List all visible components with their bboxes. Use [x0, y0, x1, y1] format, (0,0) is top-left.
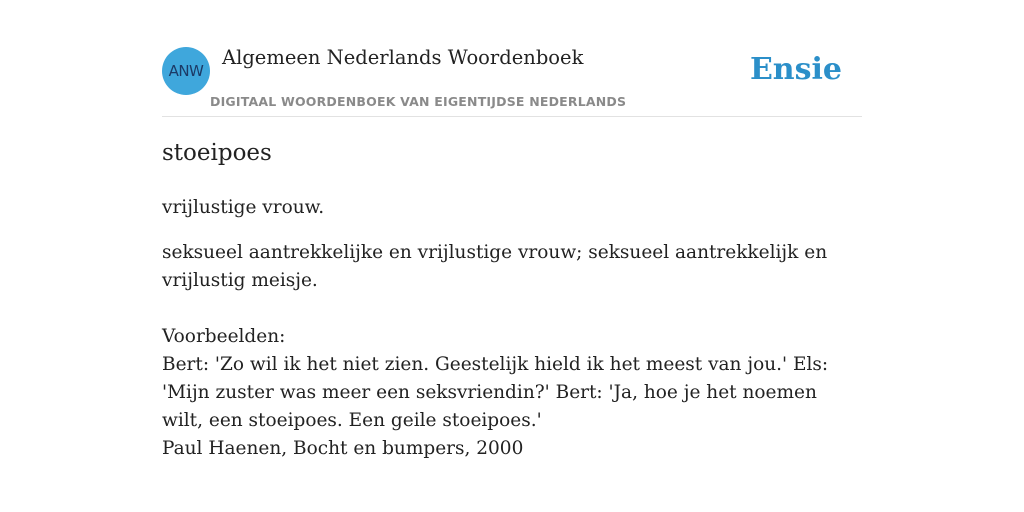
- example-quote: Bert: 'Zo wil ik het niet zien. Geestelijk hield ik het meest van jou.' Els: 'Mijn zuster was meer een seksvriendin?' Bert: 'Ja, hoe je het noemen wilt, een stoeipoes. Een geile stoeipoes.': [162, 354, 829, 431]
- example-source: Paul Haenen, Bocht en bumpers, 2000: [162, 438, 524, 459]
- short-definition: vrijlustige vrouw.: [162, 197, 325, 218]
- examples-label: Voorbeelden:: [162, 326, 286, 347]
- anw-logo[interactable]: ANW: [162, 47, 210, 95]
- site-title[interactable]: Algemeen Nederlands Woordenboek: [222, 46, 584, 69]
- definition-body: [162, 239, 862, 463]
- site-header: [162, 0, 862, 117]
- spacer: [162, 295, 862, 323]
- page: [162, 0, 862, 459]
- long-definition: seksueel aantrekkelijke en vrijlustige vrouw; seksueel aantrekkelijk en vrijlustig meisje.: [162, 242, 828, 291]
- headword: stoeipoes: [162, 140, 272, 166]
- site-subtitle: DIGITAAL WOORDENBOEK VAN EIGENTIJDSE NEDERLANDS: [210, 94, 627, 109]
- ensie-brand-link[interactable]: Ensie: [749, 52, 842, 87]
